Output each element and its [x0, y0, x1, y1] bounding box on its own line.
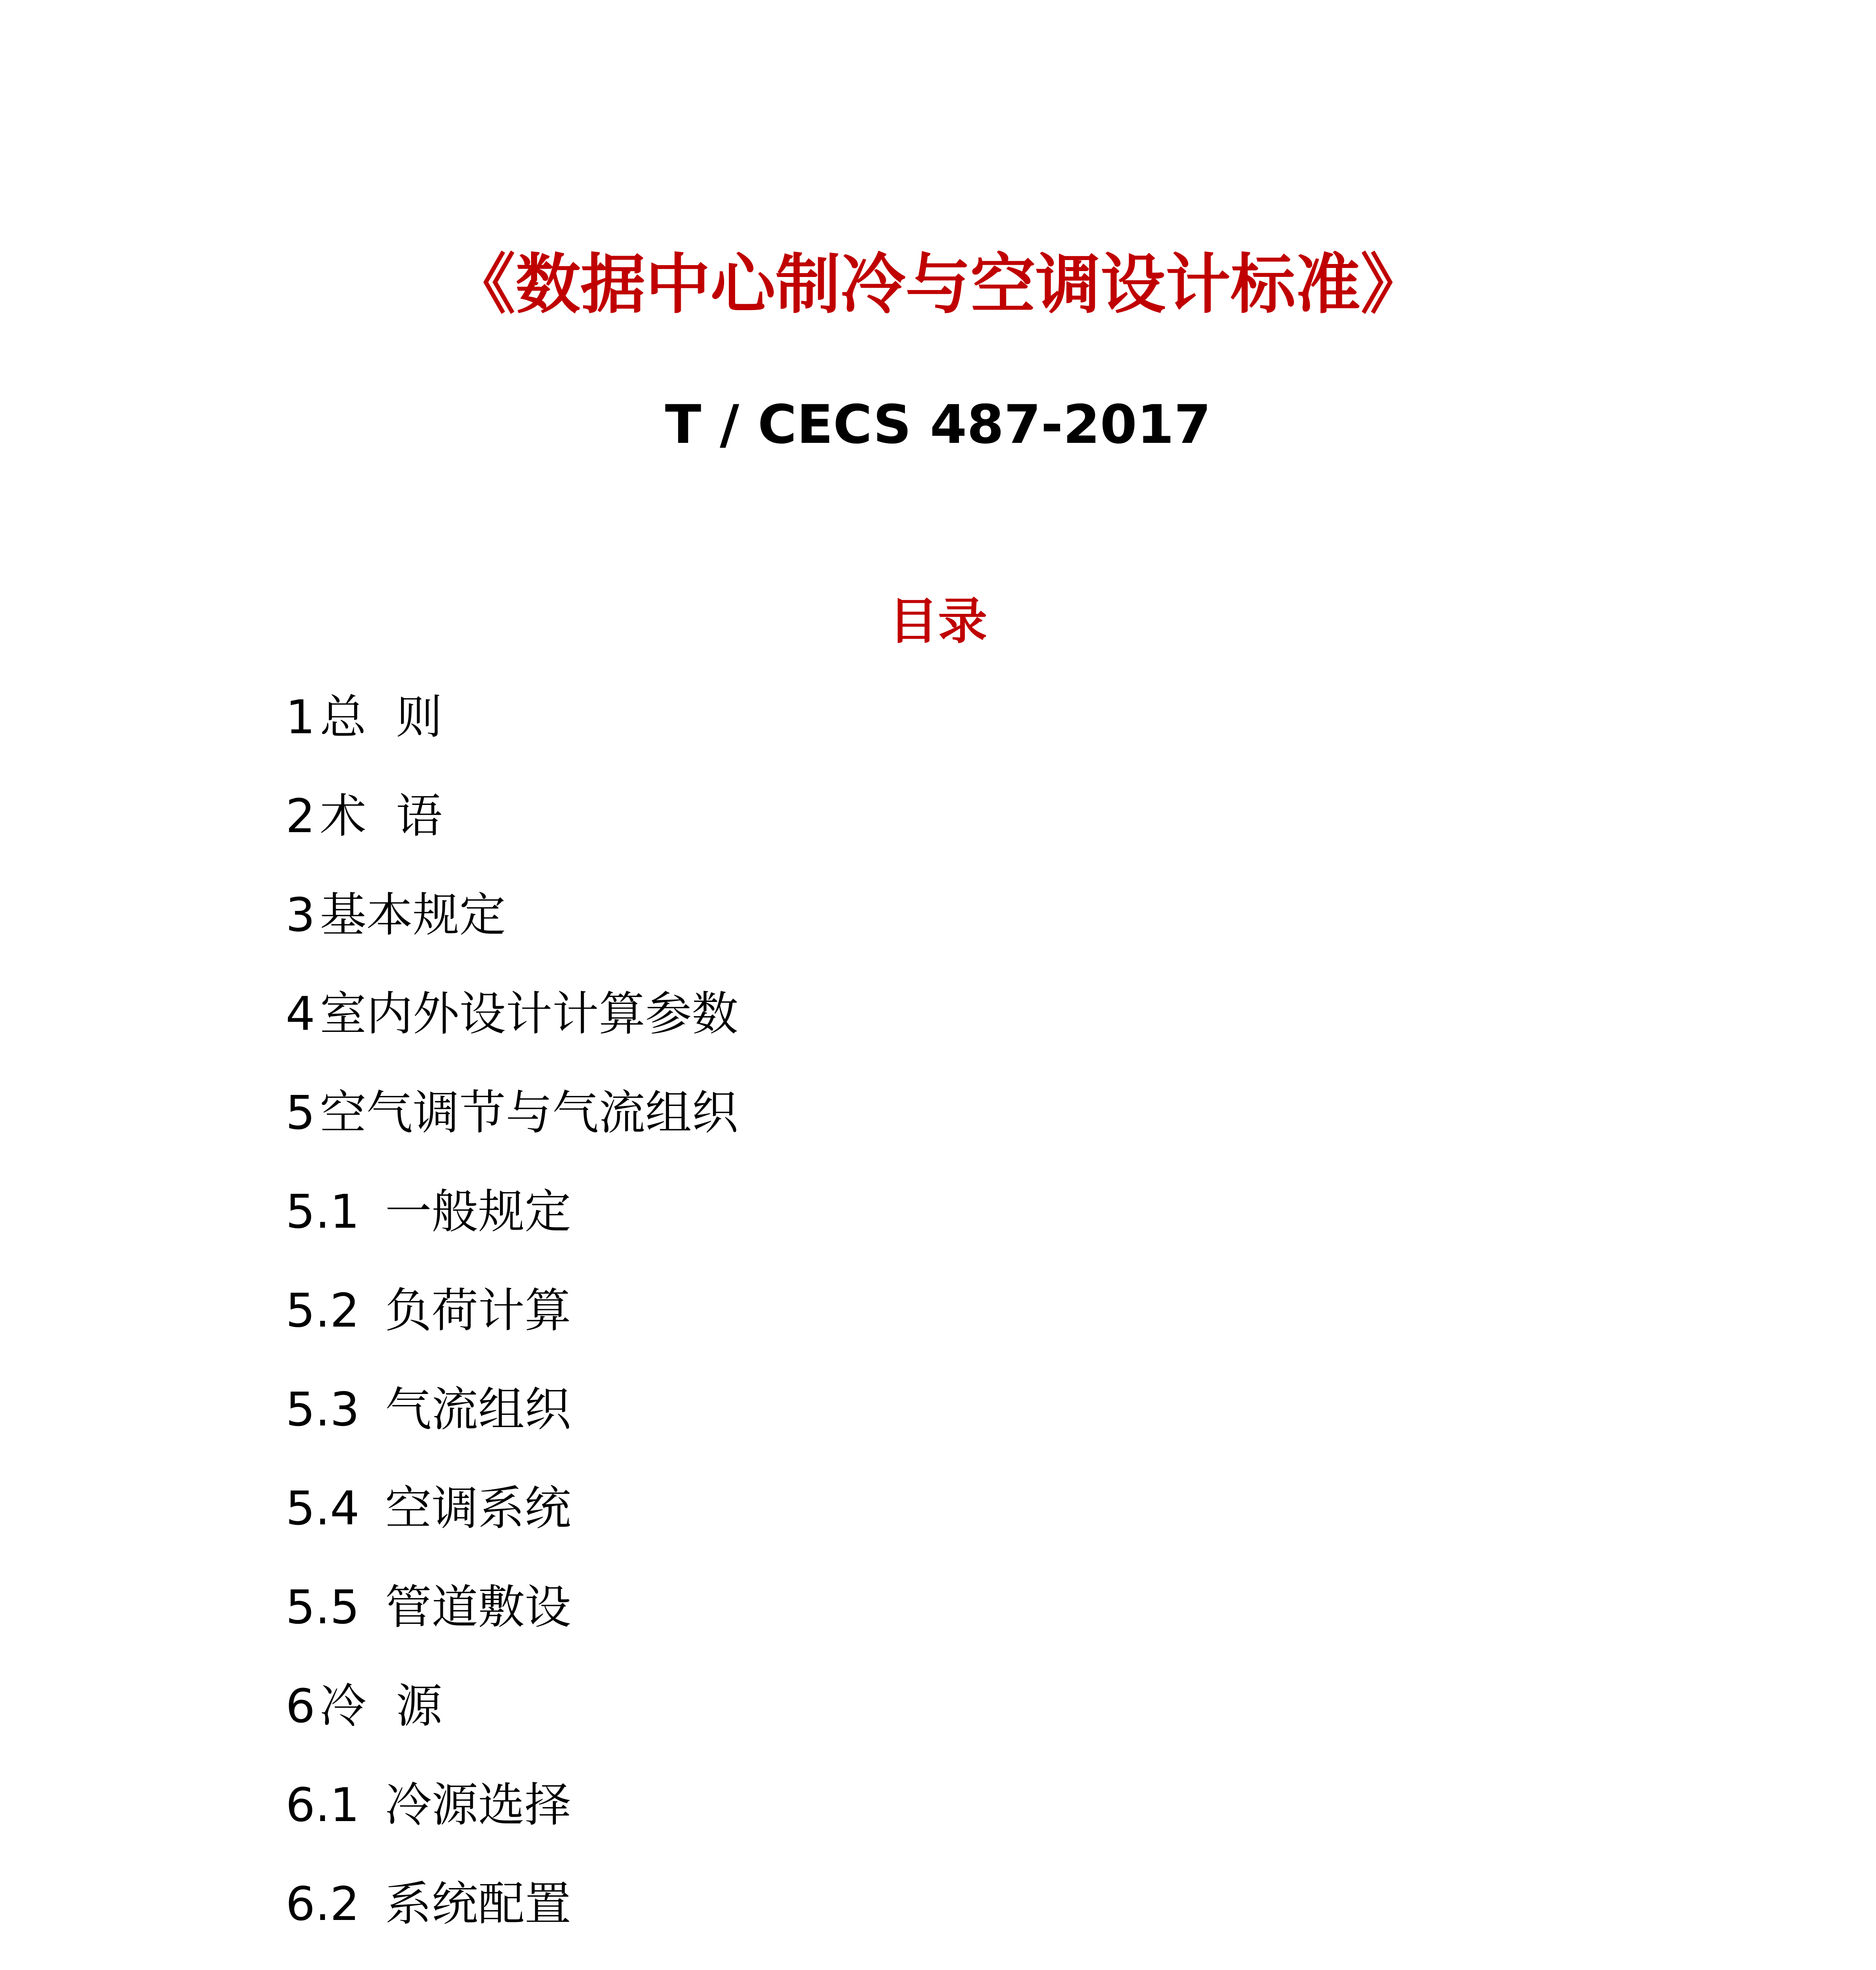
toc-subitem	[286, 1777, 738, 1876]
toc-item-number: 6.1	[286, 1778, 360, 1832]
toc-item-label: 冷 源	[319, 1679, 442, 1733]
toc-subitem	[286, 1481, 738, 1580]
toc-item-label: 负荷计算	[385, 1283, 571, 1338]
toc-item-label: 总 则	[319, 690, 442, 744]
toc-item-number: 5.3	[286, 1382, 360, 1437]
toc-list	[286, 690, 738, 1970]
toc-item-label: 一般规定	[385, 1184, 571, 1239]
standard-code: T / CECS 487-2017	[665, 394, 1211, 455]
toc-item	[286, 1678, 738, 1777]
toc-item-number: 6.2	[286, 1877, 360, 1931]
toc-item-number: 2	[286, 789, 316, 843]
toc-item-label: 系统配置	[385, 1877, 571, 1931]
toc-item	[286, 690, 738, 788]
toc-item-label: 空气调节与气流组织	[319, 1085, 738, 1140]
toc-subitem	[286, 1283, 738, 1382]
toc-item	[286, 986, 738, 1085]
toc-item	[286, 887, 738, 986]
toc-item-label: 空调系统	[385, 1481, 571, 1535]
toc-item-number: 5.2	[286, 1283, 360, 1338]
toc-subitem	[286, 1876, 738, 1970]
toc-item-number: 4	[286, 987, 316, 1041]
toc-subitem	[286, 1580, 738, 1678]
toc-item-label: 冷源选择	[385, 1778, 571, 1832]
toc-item-number: 6	[286, 1679, 316, 1733]
toc-item-number: 1	[286, 690, 316, 744]
document-title: 《数据中心制冷与空调设计标准》	[450, 247, 1426, 322]
toc-item-number: 5	[286, 1085, 316, 1140]
toc-item-number: 3	[286, 888, 316, 942]
toc-item	[286, 788, 738, 887]
toc-item-label: 室内外设计计算参数	[319, 987, 738, 1041]
toc-heading: 目录	[889, 593, 987, 650]
toc-item-label: 术 语	[319, 789, 442, 843]
toc-subitem	[286, 1382, 738, 1481]
toc-item-label: 管道敷设	[385, 1580, 571, 1634]
toc-subitem	[286, 1184, 738, 1283]
toc-item-number: 5.1	[286, 1184, 360, 1239]
toc-item-number: 5.5	[286, 1580, 360, 1634]
toc-item-label: 气流组织	[385, 1382, 571, 1437]
toc-item	[286, 1085, 738, 1184]
toc-item-label: 基本规定	[319, 888, 506, 942]
toc-item-number: 5.4	[286, 1481, 360, 1535]
